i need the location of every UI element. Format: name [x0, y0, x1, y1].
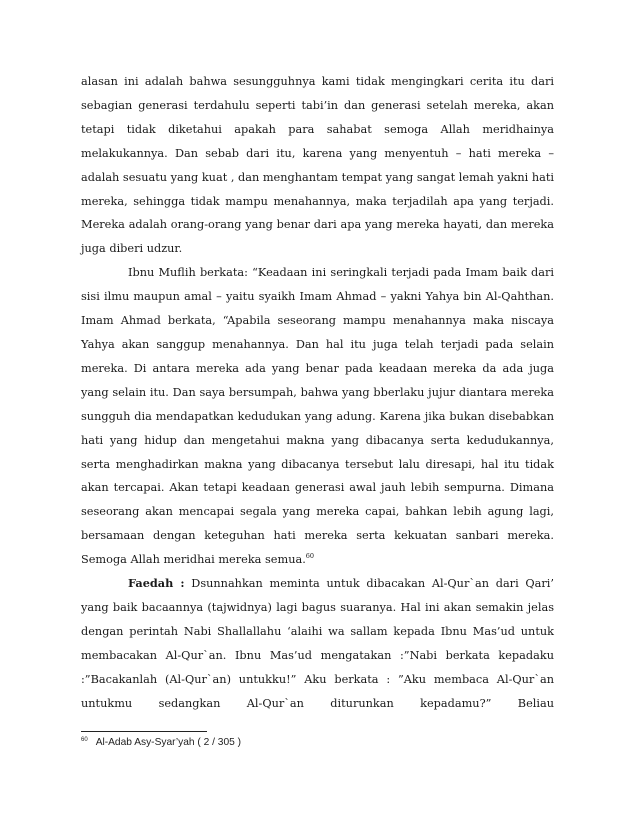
paragraph-3-lead: Faedah :	[128, 576, 185, 591]
footnote-divider	[81, 731, 207, 732]
paragraph-2-text: Ibnu Muflih berkata: “Keadaan ini seringkali terjadi pada Imam baik dari sisi ilmu maupun amal – yaitu syaikh Imam Ahmad – yakni Yahya bin Al-Qahthan. Imam Ahmad berkata, “Apabila seseorang mampu menahannya maka niscaya Yahya akan sanggup menahannya. Dan hal itu juga telah terjadi pada selain mereka. Di antara mereka ada yang benar pada keadaan mereka da ada juga yang selain itu. Dan saya bersumpah, bahwa yang bberlaku jujur diantara mereka sungguh dia mendapatkan kedudukan yang adung. Karena jika bukan disebabkan hati yang hidup dan mengetahui makna yang dibacanya serta kedudukannya, serta menghadirkan makna yang dibacanya tersebut lalu diresapi, hal itu tidak akan tercapai. Akan tetapi keadaan generasi awal jauh lebih sempurna. Dimana seseorang akan mencapai segala yang mereka capai, bahkan lebih agung lagi, bersamaan dengan keteguhan hati mereka serta kekuatan sanbari mereka. Semoga Allah meridhai mereka semua.	[81, 266, 554, 567]
footnote-reference: 60	[305, 552, 315, 561]
paragraph-3	[81, 572, 554, 715]
footnote-text: Al-Adab Asy-Syar’yah ( 2 / 305 )	[95, 737, 242, 748]
paragraph-2	[81, 261, 554, 572]
footnote-mark: 60	[81, 736, 88, 743]
paragraph-3-text: Dsunnahkan meminta untuk dibacakan Al-Qur`an dari Qari’ yang baik bacaannya (tajwidnya) lagi bagus suaranya. Hal ini akan semakin jelas dengan perintah Nabi Shallallahu ‘alaihi wa sallam kepada Ibnu Mas’ud untuk membacakan Al-Qur`an. Ibnu Mas’ud mengatakan :”Nabi berkata kepadaku :”Bacakanlah (Al-Qur`an) untukku!” Aku berkata : ”Aku membaca Al-Qur`an untukmu sedangkan Al-Qur`an diturunkan kepadamu?” Beliau	[81, 577, 554, 710]
paragraph-1: alasan ini adalah bahwa sesungguhnya kami tidak mengingkari cerita itu dari sebagian generasi terdahulu seperti tabi’in dan generasi setelah mereka, akan tetapi tidak diketahui apakah para sahabat semoga Allah meridhainya melakukannya. Dan sebab dari itu, karena yang menyentuh – hati mereka – adalah sesuatu yang kuat , dan menghantam tempat yang sangat lemah yakni hati mereka, sehingga tidak mampu menahannya, maka terjadilah apa yang terjadi. Mereka adalah orang-orang yang benar dari apa yang mereka hayati, dan mereka juga diberi udzur.	[81, 75, 554, 256]
footnote	[81, 736, 554, 750]
document-body	[81, 70, 554, 715]
